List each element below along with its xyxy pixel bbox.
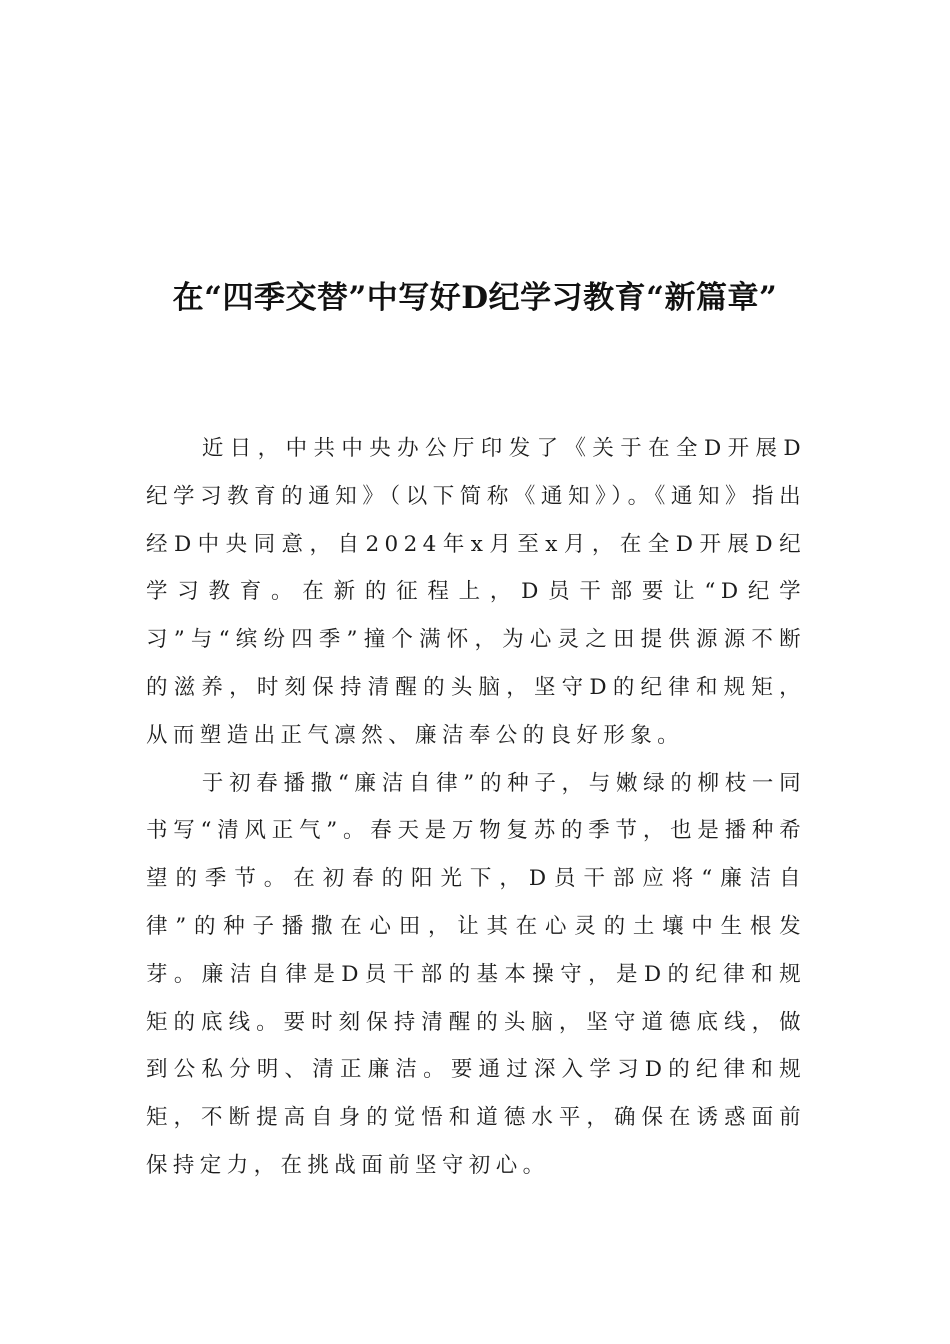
body-paragraph: 于初春播撒“廉洁自律”的种子，与嫩绿的柳枝一同书写“清风正气”。春天是万物复苏的季节，也是播种希望的季节。在初春的阳光下，D员干部应将“廉洁自律”的种子播撒在心田，让其在心灵的土壤中生根发芽。廉洁自律是D员干部的基本操守，是D的纪律和规矩的底线。要时刻保持清醒的头脑，坚守道德底线，做到公私分明、清正廉洁。要通过深入学习D的纪律和规矩，不断提高自身的觉悟和道德水平，确保在诱惑面前保持定力，在挑战面前坚守初心。	[146, 770, 806, 1178]
body-paragraph: 近日，中共中央办公厅印发了《关于在全D开展D纪学习教育的通知》（以下简称《通知》）。《通知》指出经D中央同意，自2024年x月至x月，在全D开展D纪学习教育。在新的征程上，D员干部要让“D纪学习”与“缤纷四季”撞个满怀，为心灵之田提供源源不断的滋养，时刻保持清醒的头脑，坚守D的纪律和规矩，从而塑造出正气凛然、廉洁奉公的良好形象。	[146, 436, 806, 748]
document-title: 在“四季交替”中写好D纪学习教育“新篇章”	[172, 280, 778, 316]
document-body	[146, 425, 806, 1190]
